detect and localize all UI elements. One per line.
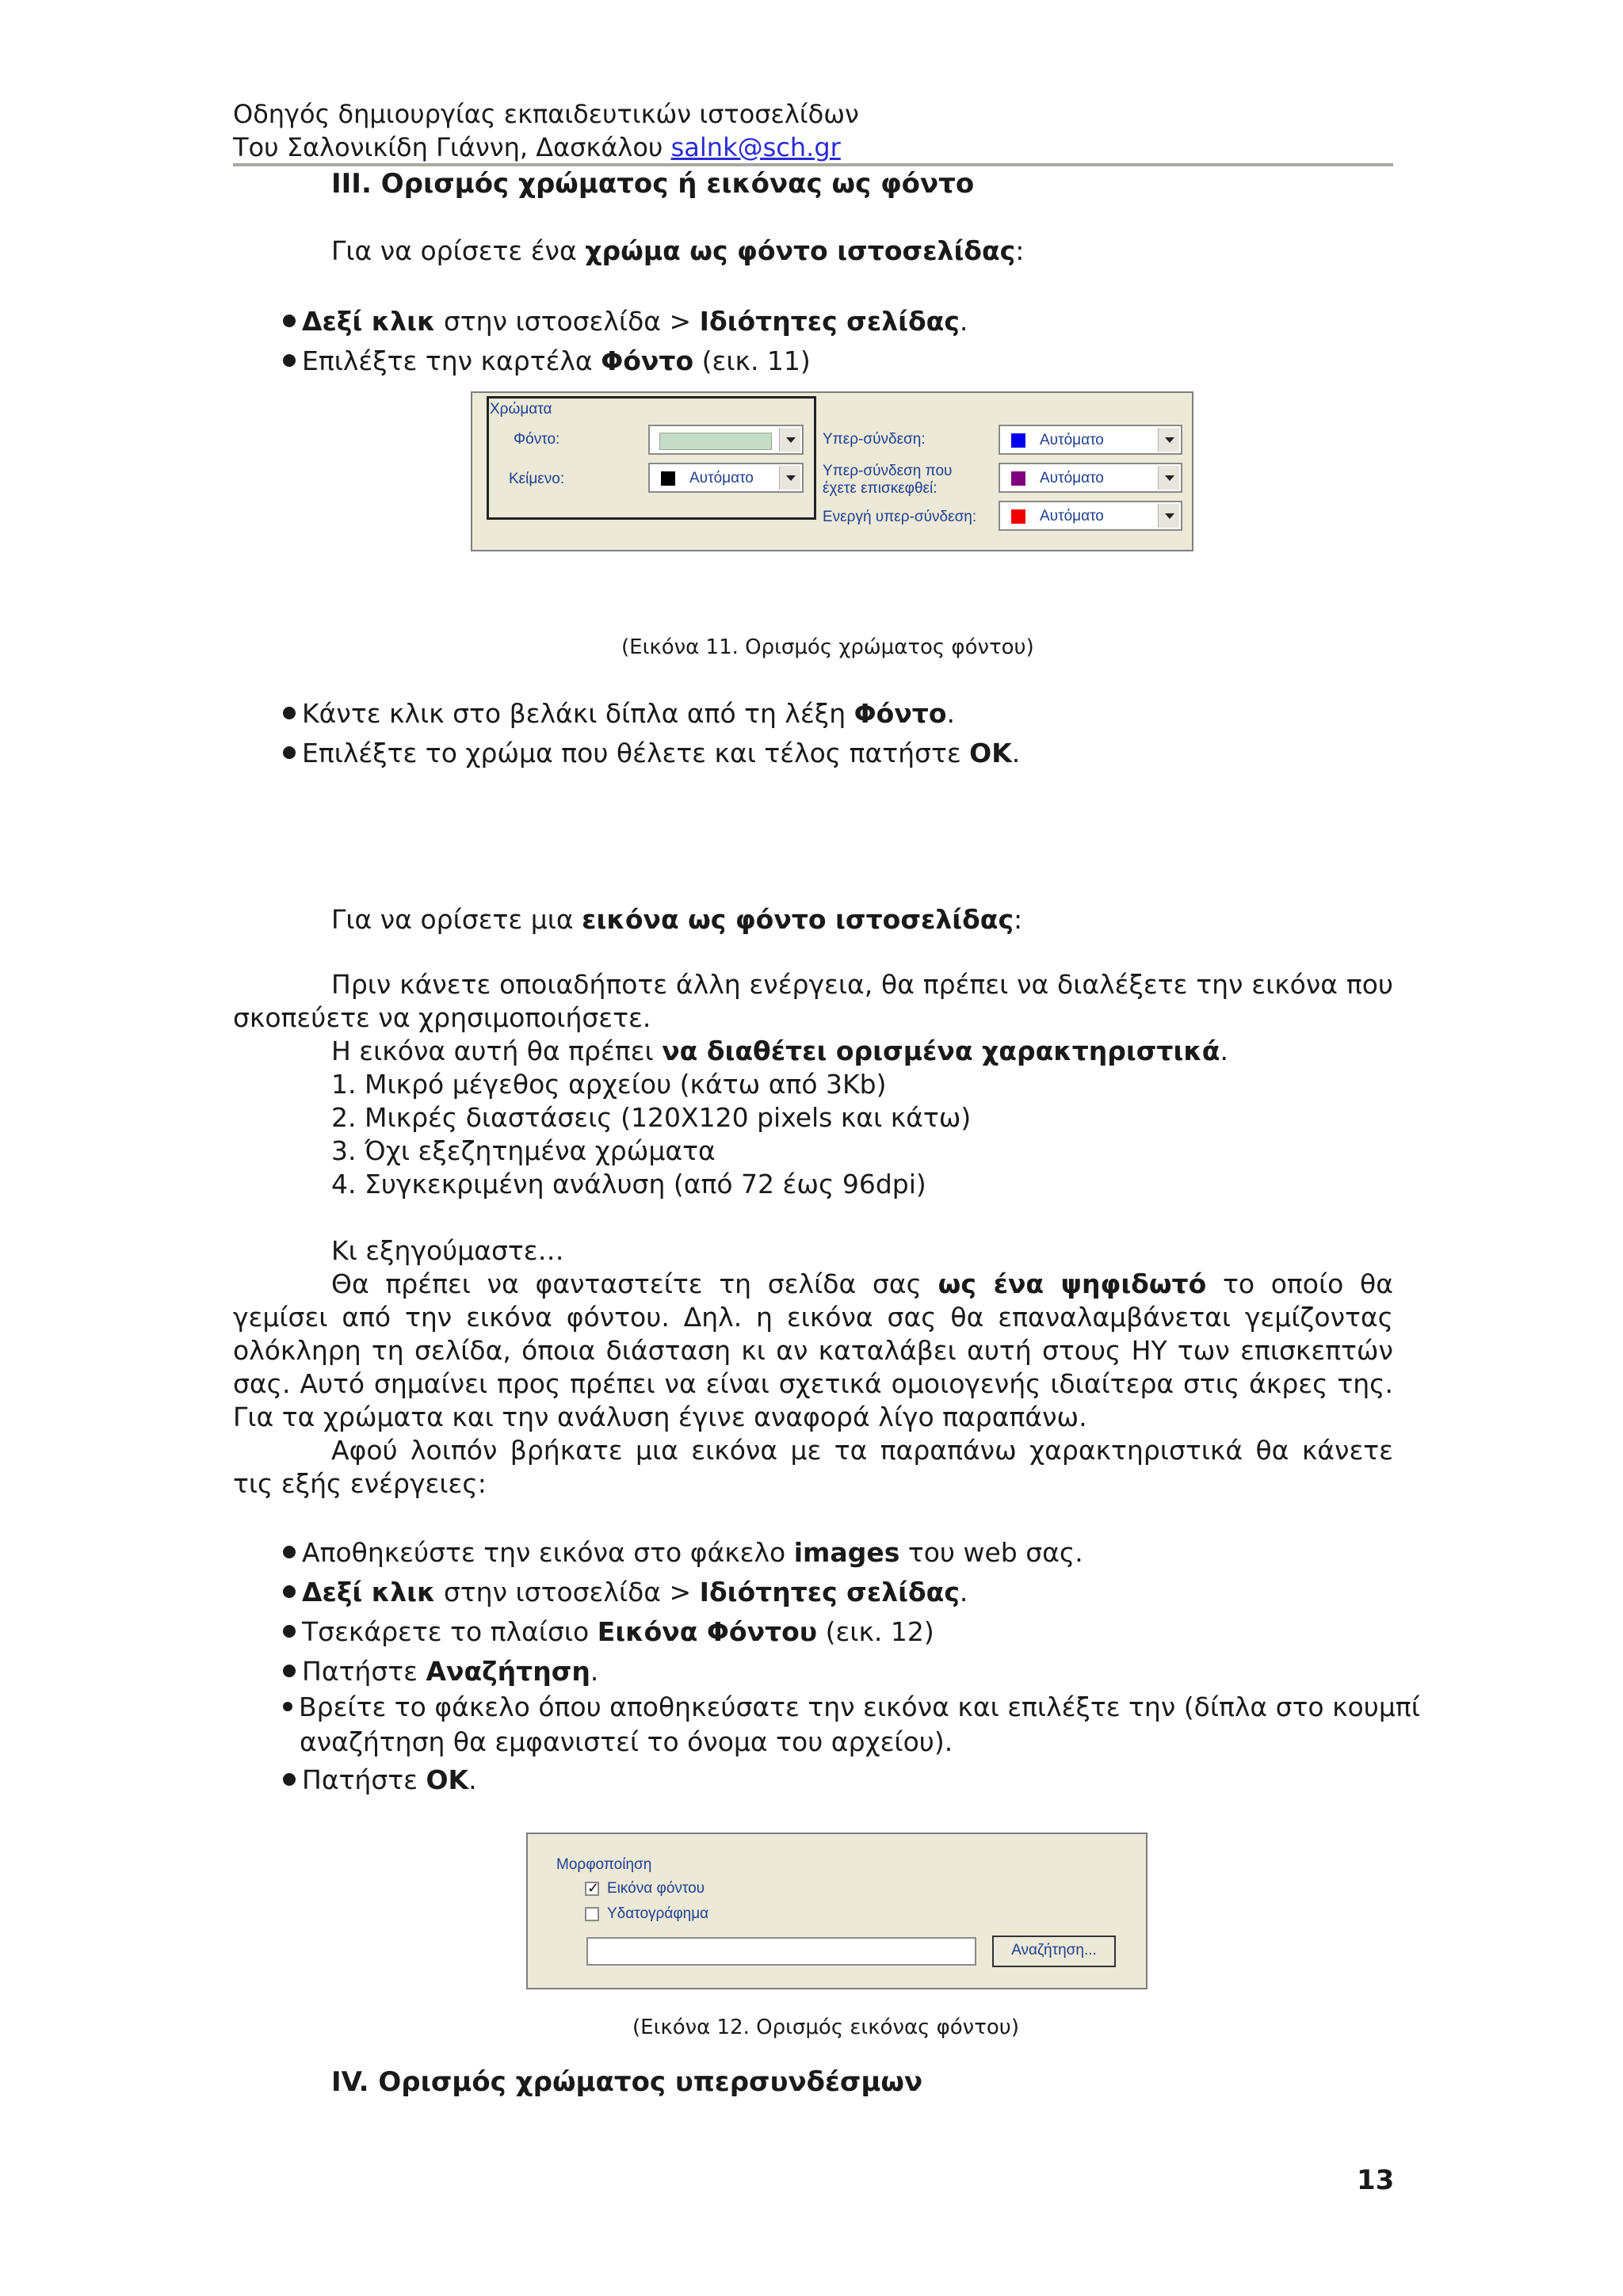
background-color-swatch [659, 433, 772, 450]
chevron-down-icon[interactable] [1158, 466, 1179, 490]
bullet-bold: Ιδιότητες σελίδας [699, 1577, 960, 1608]
bullet-bold: Φόντο [601, 345, 694, 376]
color-intro-text: Για να ορίσετε ένα [331, 235, 586, 266]
bullet-bold: OK [426, 1764, 469, 1795]
figure-11-screenshot [471, 391, 1193, 551]
bullet-text: Πατήστε [302, 1764, 426, 1795]
watermark-checkbox[interactable] [585, 1907, 599, 1921]
visited-color-dropdown[interactable] [999, 463, 1182, 493]
bullet-text: Επιλέξτε την καρτέλα [302, 345, 601, 376]
hyperlink-color-value: Αυτόματο [1040, 432, 1104, 448]
text-color-swatch [661, 471, 675, 486]
watermark-label: Υδατογράφημα [607, 1905, 709, 1922]
doc-header-title: Οδηγός δημιουργίας εκπαιδευτικών ιστοσελίδων [233, 99, 859, 129]
page-number: 13 [1357, 2164, 1395, 2196]
active-color-value: Αυτόματο [1040, 508, 1104, 524]
background-color-dropdown[interactable] [648, 425, 804, 455]
bullet-continuation: αναζήτηση θα εμφανιστεί το όνομα του αρχείου). [300, 1726, 953, 1757]
image-path-input[interactable] [586, 1937, 976, 1966]
bullet-item [283, 697, 955, 730]
bullet-text: στην ιστοσελίδα > [435, 1577, 700, 1608]
section-3-title: III. Ορισμός χρώματος ή εικόνας ως φόντο [331, 168, 975, 200]
bullet-icon [283, 1546, 296, 1558]
bullet-bold: Φόντο [854, 698, 947, 729]
image-intro [331, 903, 1022, 936]
background-image-label: Εικόνα φόντου [607, 1880, 705, 1897]
bullet-bold: Ιδιότητες σελίδας [699, 306, 960, 337]
bullet-text: . [959, 306, 968, 337]
bullet-item [283, 1615, 934, 1649]
bullet-icon [283, 707, 296, 719]
bullet-bold: Δεξί κλικ [302, 306, 436, 337]
group-title-formatting: Μορφοποίηση [556, 1856, 652, 1873]
color-intro-suffix: : [1015, 235, 1025, 266]
bullet-icon [283, 315, 296, 327]
bullet-item [283, 345, 811, 378]
bullet-text: (εικ. 12) [817, 1616, 934, 1647]
bullet-text: (εικ. 11) [693, 345, 811, 376]
bullet-text: Πατήστε [302, 1656, 426, 1687]
image-intro-suffix: : [1014, 904, 1023, 935]
bullet-text: . [959, 1577, 968, 1608]
author-text: Του Σαλονικίδη Γιάννη, Δασκάλου [233, 132, 671, 162]
hyperlink-color-swatch [1011, 433, 1025, 448]
section-4-title: IV. Ορισμός χρώματος υπερσυνδέσμων [331, 2066, 923, 2098]
list-item: 4. Συγκεκριμένη ανάλυση (από 72 έως 96dpi) [331, 1169, 926, 1199]
bullet-icon [283, 1773, 296, 1786]
mosaic-bold: ως ένα ψηφιδωτό [938, 1268, 1207, 1299]
features-text: Η εικόνα αυτή θα πρέπει [331, 1035, 663, 1066]
text-color-dropdown[interactable] [648, 463, 804, 493]
bullet-text: του web σας. [899, 1537, 1083, 1568]
explain-heading: Κι εξηγούμαστε… [331, 1235, 564, 1266]
image-intro-bold: εικόνα ως φόντο ιστοσελίδας [582, 904, 1014, 935]
list-item: 1. Μικρό μέγεθος αρχείου (κάτω από 3Kb) [331, 1069, 887, 1100]
chevron-down-icon[interactable] [1158, 504, 1179, 528]
paragraph-features [331, 1035, 1228, 1068]
background-image-checkbox[interactable] [585, 1882, 599, 1896]
background-label: Φόντο: [514, 431, 560, 448]
bullet-item [283, 1691, 1420, 1724]
active-link-label: Ενεργή υπερ-σύνδεση: [823, 509, 977, 525]
bullet-item [283, 1536, 1083, 1569]
visited-label-line1: Υπερ-σύνδεση που [823, 463, 953, 479]
visited-color-value: Αυτόματο [1040, 470, 1104, 486]
bullet-text: Τσεκάρετε το πλαίσιο [302, 1616, 598, 1647]
chevron-down-icon[interactable] [1158, 428, 1179, 452]
figure-12-screenshot [526, 1833, 1148, 1989]
bullet-item [283, 1655, 598, 1688]
bullet-bold: Εικόνα Φόντου [597, 1616, 818, 1647]
bullet-icon [283, 1625, 296, 1638]
features-bold: να διαθέτει ορισμένα χαρακτηριστικά [662, 1035, 1220, 1066]
bullet-bold: images [793, 1537, 900, 1568]
image-intro-text: Για να ορίσετε μια [331, 904, 582, 935]
paragraph-before: Πριν κάνετε οποιαδήποτε άλλη ενέργεια, θα πρέπει να διαλέξετε την εικόνα που σκοπεύετε να χρησιμοποιήσετε. [233, 969, 1393, 1033]
caption-figure-11: (Εικόνα 11. Ορισμός χρώματος φόντου) [621, 635, 1034, 659]
bullet-icon [283, 1665, 296, 1677]
bullet-text: . [468, 1764, 477, 1795]
bullet-item [283, 1764, 477, 1797]
bullet-icon [283, 1585, 296, 1598]
mosaic-text: Θα πρέπει να φανταστείτε τη σελίδα σας [331, 1268, 938, 1299]
color-intro-bold: χρώμα ως φόντο ιστοσελίδας [585, 235, 1016, 266]
list-item: 2. Μικρές διαστάσεις (120X120 pixels και κάτω) [331, 1102, 972, 1133]
color-intro [331, 235, 1024, 268]
text-color-value: Αυτόματο [689, 470, 754, 486]
bullet-bold: Αναζήτηση [426, 1656, 590, 1687]
visited-color-swatch [1011, 471, 1025, 486]
caption-figure-12: (Εικόνα 12. Ορισμός εικόνας φόντου) [632, 2016, 1019, 2039]
features-suffix: . [1220, 1035, 1228, 1066]
hyperlink-label: Υπερ-σύνδεση: [823, 431, 926, 448]
hyperlink-color-dropdown[interactable] [999, 425, 1182, 455]
chevron-down-icon[interactable] [779, 466, 800, 490]
checkmark-icon: ✓ [587, 1880, 600, 1896]
bullet-item [283, 737, 1020, 770]
bullet-text: . [1011, 738, 1021, 769]
bullet-bold: OK [969, 738, 1012, 769]
bullet-item [283, 305, 968, 338]
list-item: 3. Όχι εξεζητημένα χρώματα [331, 1135, 716, 1166]
header-rule [233, 163, 1393, 166]
bullet-text: . [946, 698, 956, 729]
bullet-icon [283, 1702, 292, 1711]
mosaic-text-rest: το οποίο θα γεμίσει από την εικόνα φόντου. Δηλ. η εικόνα σας θα επαναλαμβάνεται γεμίζοντας ολόκληρη τη σελίδα, όποια διάσταση κι αν καταλάβει αυτή στους ΗΥ των επισκεπτών σας. Αυτό σημαίνει προς πρέπει να είναι σχετικά ομοιογενής ιδιαίτερα στις άκρες της. Για τα χρώματα και την ανάλυση έγινε αναφορά λίγο παραπάνω. [233, 1268, 1393, 1432]
bullet-icon [283, 746, 296, 759]
group-title-colors: Χρώματα [490, 401, 552, 418]
bullet-text: στην ιστοσελίδα > [435, 306, 700, 337]
bullet-icon [283, 354, 296, 367]
bullet-text: Κάντε κλικ στο βελάκι δίπλα από τη λέξη [302, 698, 854, 729]
chevron-down-icon[interactable] [779, 428, 800, 452]
bullet-text: Αποθηκεύστε την εικόνα στο φάκελο [302, 1537, 794, 1568]
bullet-text: . [590, 1656, 599, 1687]
doc-header-author [233, 132, 841, 163]
text-label: Κείμενο: [509, 471, 565, 487]
bullet-item [283, 1576, 968, 1609]
email-link[interactable]: salnk@sch.gr [670, 132, 841, 162]
bullet-bold: Δεξί κλικ [302, 1577, 436, 1608]
paragraph-mosaic [233, 1268, 1393, 1434]
visited-label-line2: έχετε επισκεφθεί: [823, 480, 938, 497]
bullet-text: Βρείτε το φάκελο όπου αποθηκεύσατε την εικόνα και επιλέξτε την (δίπλα στο κουμπί [299, 1691, 1420, 1722]
bullet-text: Επιλέξτε το χρώμα που θέλετε και τέλος πατήστε [302, 738, 970, 769]
paragraph-after: Αφού λοιπόν βρήκατε μια εικόνα με τα παραπάνω χαρακτηριστικά θα κάνετε τις εξής ενέργειες: [233, 1435, 1393, 1499]
active-color-dropdown[interactable] [999, 501, 1182, 531]
active-color-swatch [1011, 509, 1025, 524]
browse-button[interactable]: Αναζήτηση... [992, 1936, 1116, 1967]
